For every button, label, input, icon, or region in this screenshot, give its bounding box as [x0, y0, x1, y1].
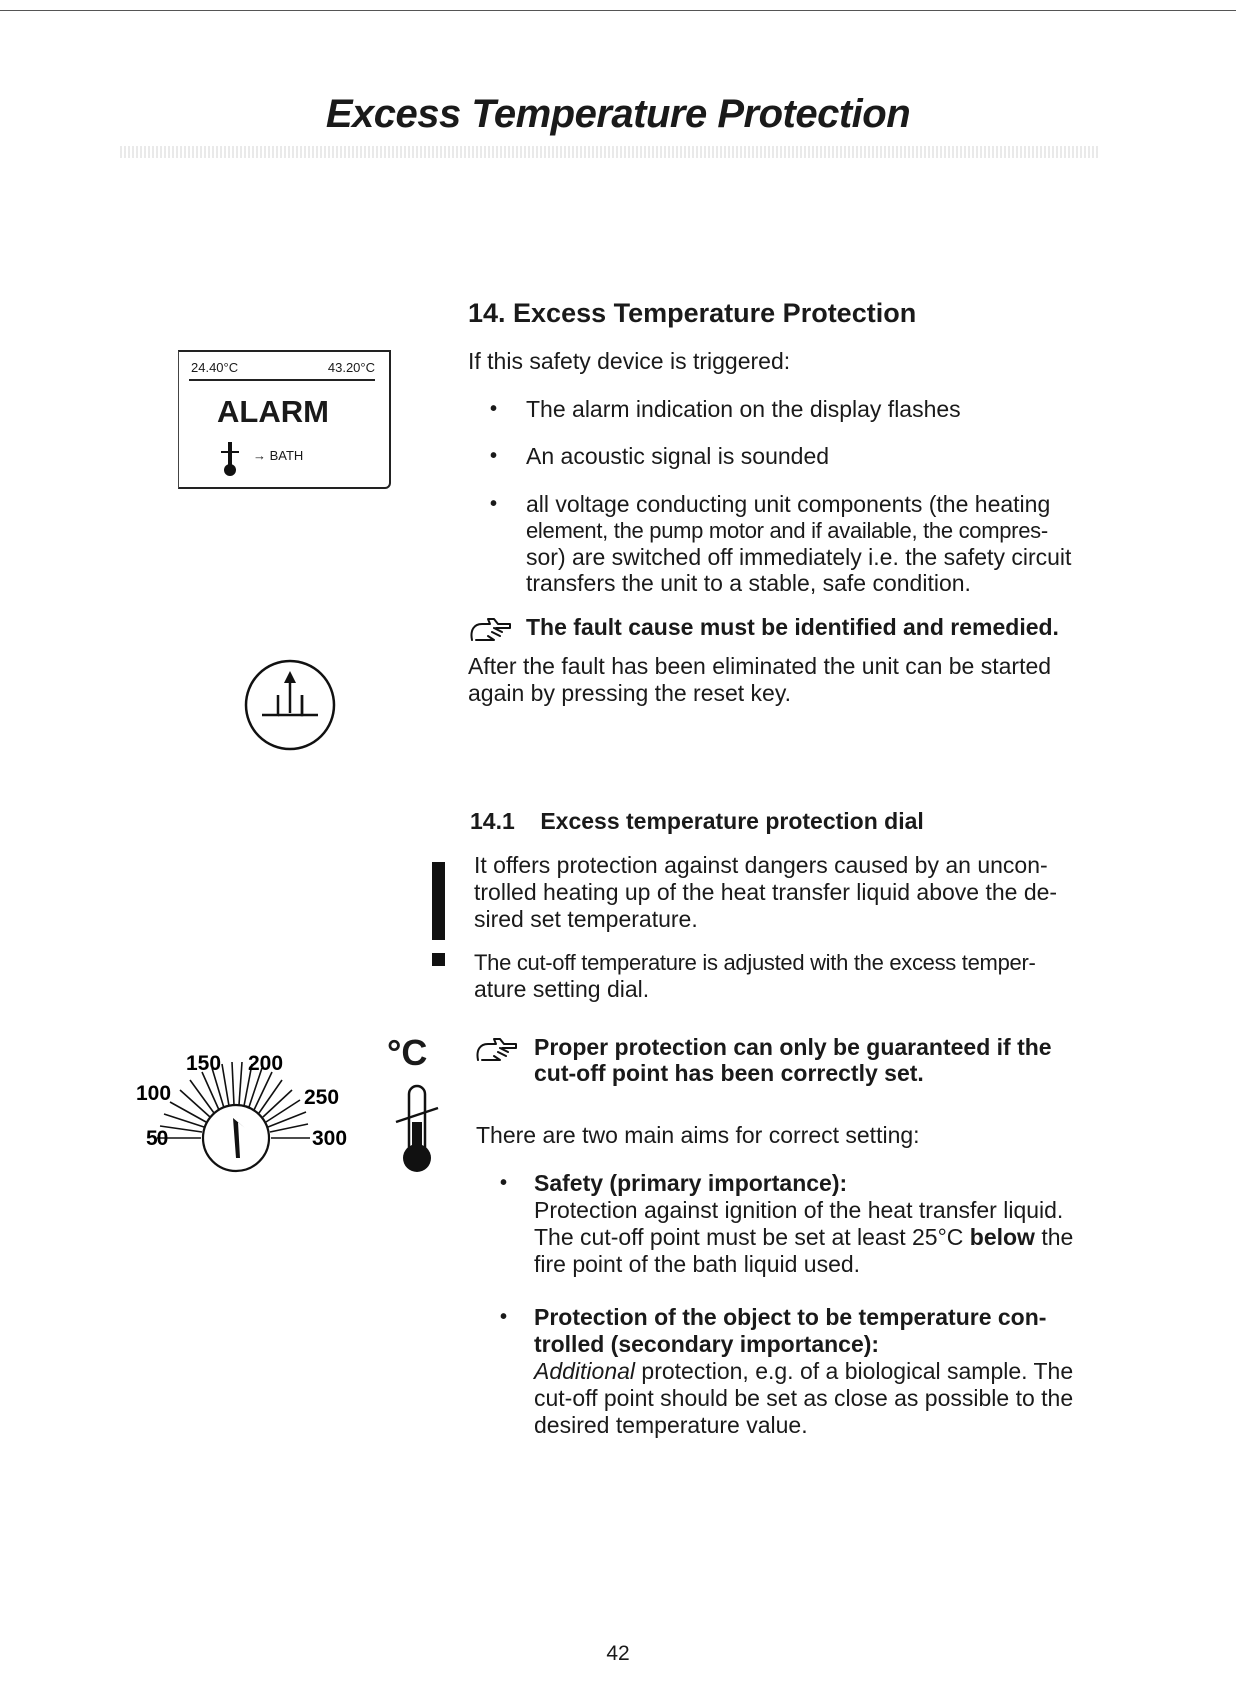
- bullet-voltage-line4: transfers the unit to a stable, safe condition.: [526, 570, 971, 596]
- aim1-line2-end: the: [1034, 1224, 1074, 1250]
- aim1-title: Safety (primary importance):: [534, 1170, 848, 1196]
- pointing-hand-icon: [468, 616, 512, 644]
- aims-intro: There are two main aims for correct setting:: [476, 1122, 920, 1148]
- top-rule: [0, 10, 1236, 11]
- warning-exclamation-dot: [432, 953, 445, 966]
- aim2-title-line2: trolled (secondary importance):: [534, 1331, 880, 1357]
- reset-key-icon: [240, 655, 340, 755]
- aim1-line2-emphasis: below: [969, 1224, 1035, 1250]
- display-bath-label: → BATH: [253, 448, 304, 463]
- title-band: [120, 146, 1100, 158]
- aim2-line1-emphasis: Additional: [534, 1358, 636, 1384]
- display-temp-set: 43.20°C: [327, 360, 375, 375]
- note-protection-line2: cut-off point has been correctly set.: [534, 1060, 924, 1086]
- dial-label-200: 200: [248, 1052, 284, 1075]
- dial-label-100: 100: [136, 1082, 172, 1105]
- note-protection-line1: Proper protection can only be guaranteed if the: [534, 1034, 1052, 1060]
- bullet-marker: •: [490, 398, 498, 420]
- bullet-marker: •: [500, 1306, 508, 1328]
- bullet-marker: •: [490, 493, 498, 515]
- warning-exclamation-bar: [432, 862, 445, 940]
- aim2-title-line1: Protection of the object to be temperature con-: [534, 1304, 1047, 1330]
- bullet-voltage-line1: all voltage conducting unit components (the heating: [526, 491, 1051, 517]
- aim1-line1: Protection against ignition of the heat transfer liquid.: [534, 1197, 1064, 1223]
- pointing-hand-icon: [474, 1036, 518, 1064]
- para1-line1: It offers protection against dangers caused by an uncon-: [474, 852, 1048, 878]
- dial-label-50: 50: [146, 1127, 168, 1150]
- para1-line2: trolled heating up of the heat transfer liquid above the de-: [474, 879, 1058, 905]
- section-14-intro: If this safety device is triggered:: [468, 348, 791, 374]
- bullet-acoustic-signal: An acoustic signal is sounded: [526, 443, 830, 469]
- aim1-line3: fire point of the bath liquid used.: [534, 1251, 861, 1277]
- dial-label-150: 150: [186, 1052, 222, 1075]
- aim2-line2: cut-off point should be set as close as possible to the: [534, 1385, 1074, 1411]
- aim2-line3: desired temperature value.: [534, 1412, 808, 1438]
- bullet-marker: •: [490, 445, 498, 467]
- display-divider: [189, 379, 375, 381]
- bullet-voltage-line2: element, the pump motor and if available, the compres-: [526, 518, 1048, 543]
- after-fault-line1: After the fault has been eliminated the unit can be started: [468, 653, 1052, 679]
- display-alarm-text: ALARM: [217, 394, 329, 429]
- dial-label-300: 300: [312, 1127, 348, 1150]
- para2-line2: ature setting dial.: [474, 976, 650, 1002]
- section-14-1-heading: 14.1 Excess temperature protection dial: [470, 808, 924, 834]
- alarm-display: [178, 350, 391, 489]
- para2-line1: The cut-off temperature is adjusted with the excess temper-: [474, 950, 1036, 975]
- section-14-heading: 14. Excess Temperature Protection: [468, 298, 917, 328]
- bullet-marker: •: [500, 1172, 508, 1194]
- aim1-line2: [534, 1224, 1073, 1251]
- aim1-line2-start: The cut-off point must be set at least 25°C: [534, 1224, 970, 1250]
- after-fault-line2: again by pressing the reset key.: [468, 680, 792, 706]
- celsius-unit: °C: [387, 1032, 428, 1073]
- display-temp-actual: 24.40°C: [191, 360, 239, 375]
- bullet-voltage-line3: sor) are switched off immediately i.e. the safety circuit: [526, 544, 1072, 570]
- aim2-line1-rest: protection, e.g. of a biological sample. The: [635, 1358, 1074, 1384]
- dial-label-250: 250: [304, 1086, 340, 1109]
- thermometer-icon: [215, 440, 245, 478]
- bullet-alarm-flashes: The alarm indication on the display flashes: [526, 396, 961, 422]
- note-fault-cause: The fault cause must be identified and remedied.: [526, 614, 1059, 640]
- aim2-line1: [534, 1358, 1073, 1385]
- page-number: 42: [606, 1642, 630, 1665]
- page-title: Excess Temperature Protection: [325, 92, 911, 136]
- temperature-dial: [136, 1050, 370, 1200]
- para1-line3: sired set temperature.: [474, 906, 698, 932]
- thermometer-icon: [392, 1082, 442, 1174]
